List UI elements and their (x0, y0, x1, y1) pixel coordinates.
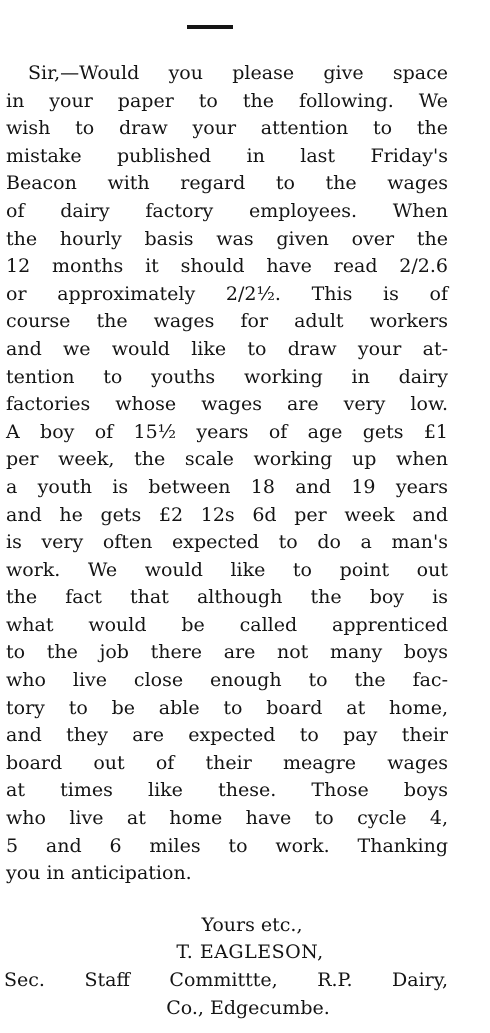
letter-line: who live at home have to cycle 4, (6, 807, 448, 830)
letter-line: 12 months it should have read 2/2.6 (6, 255, 448, 278)
letter-line: per week, the scale working up when (6, 448, 448, 471)
letter-line: mistake published in last Friday's (6, 144, 448, 167)
letter-line: is very often expected to do a man's (6, 531, 448, 554)
letter-line: and we would like to draw your at- (6, 337, 448, 360)
letter-line: to the job there are not many boys (6, 641, 448, 664)
letter-line: wish to draw your attention to the (6, 117, 448, 140)
signature-place: Co., Edgecumbe. (166, 997, 330, 1019)
letter-line: and they are expected to pay their (6, 724, 448, 747)
letter-body (6, 60, 448, 888)
letter-line: tention to youths working in dairy (6, 365, 448, 388)
letter-line: factories whose wages are very low. (6, 393, 448, 416)
letter-line: and he gets £2 12s 6d per week and (6, 503, 448, 526)
letter-line: board out of their meagre wages (6, 751, 448, 774)
letter-line: the hourly basis was given over the (6, 227, 448, 250)
letter-line: the fact that although the boy is (6, 586, 448, 609)
letter-line: work. We would like to point out (6, 558, 448, 581)
letter-line: at times like these. Those boys (6, 779, 448, 802)
letter-line: who live close enough to the fac- (6, 669, 448, 692)
letter-line: a youth is between 18 and 19 years (6, 475, 448, 498)
letter-line: A boy of 15½ years of age gets £1 (6, 420, 448, 443)
letter-line: you in anticipation. (6, 862, 192, 885)
letter-line: Sir,—Would you please give space (28, 62, 448, 84)
letter-line: course the wages for adult workers (6, 310, 448, 333)
signature-closing: Yours etc., (201, 914, 303, 936)
letter-line: what would be called apprenticed (6, 613, 448, 636)
letter-line: tory to be able to board at home, (6, 696, 448, 719)
section-divider (187, 25, 233, 29)
signature-name: T. EAGLESON, (176, 941, 324, 963)
letter-line: Beacon with regard to the wages (6, 172, 448, 195)
letter-line: 5 and 6 miles to work. Thanking (6, 834, 448, 857)
letter-line: in your paper to the following. We (6, 89, 448, 112)
letter-line: or approximately 2/2½. This is of (6, 282, 448, 305)
signature-title: Sec. Staff Committte, R.P. Dairy, (4, 969, 448, 991)
letter-line: of dairy factory employees. When (6, 199, 448, 222)
